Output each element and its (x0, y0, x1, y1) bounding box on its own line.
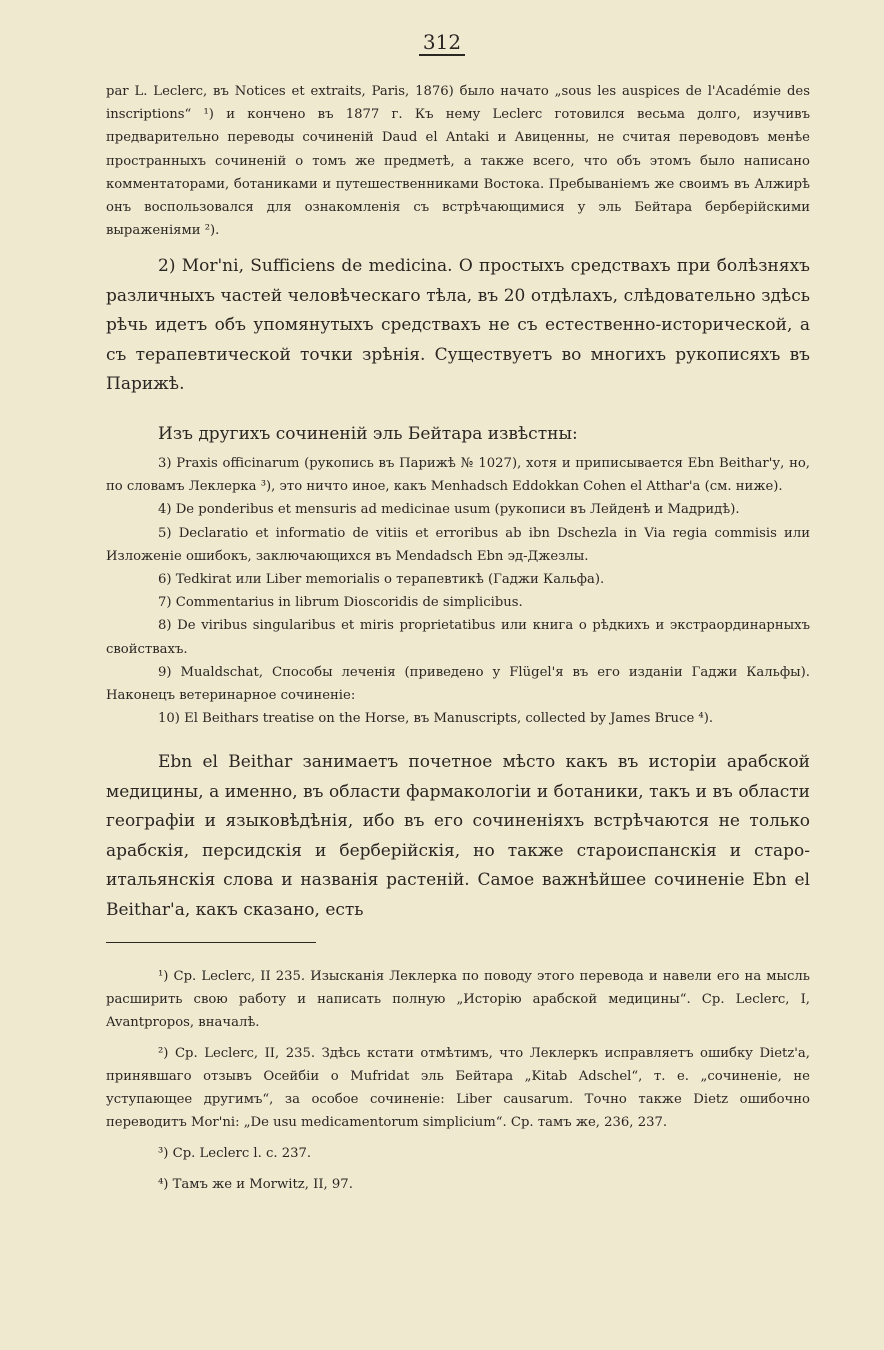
paragraph-text: Изъ другихъ сочиненій эль Бейтара извѣстны: (158, 424, 578, 444)
list-item: 7) Commentarius in librum Dioscoridis de simplicibus. (158, 595, 523, 611)
list-item: 9) Mualdschat, Способы леченія (приведено у Flügel'я въ его изданіи Гаджи Кальфы). Наконецъ ветеринарное сочиненіе: (106, 664, 810, 704)
list-item: 5) Declaratio et informatio de vitiis et erroribus ab ibn Dschezla in Via regia commisis или Изложеніе ошибокъ, заключающихся въ Mendadsch Ebn эд-Джезлы. (106, 525, 810, 564)
list-item: 6) Tedkirat или Liber memorialis о терапевтикѣ (Гаджи Кальфа). (158, 572, 605, 588)
paragraph-4 (106, 748, 810, 925)
list-item: 4) De ponderibus et mensuris ad medicinae usum (рукописи въ Лейденѣ и Мадридѣ). (158, 502, 740, 518)
footnote-separator (106, 942, 316, 943)
works-list (106, 452, 810, 730)
paragraph-text: par L. Leclerc, въ Notices et extraits, Paris, 1876) было начато „sous les auspices de l'Académie des inscriptions“ ¹) и кончено въ 1877 г. Къ нему Leclerc готовился весьма долго, изучивъ предварительно переводы сочиненій Daud el Antaki и Авиценны, не считая переводовъ менѣе пространныхъ сочиненій о томъ же предметѣ, а также всего, что объ этомъ было написано комментаторами, ботаниками и путешественниками Востока. Пребываніемъ же своимъ въ Алжирѣ онъ воспользовался для ознакомленія съ встрѣчающимися у эль Бейтара берберійскими выраженіями ²). (106, 84, 810, 239)
list-item: 8) De viribus singularibus et miris proprietatibus или книга о рѣдкихъ и экстраординарныхъ свойствахъ. (106, 618, 810, 657)
footnote: ¹) Ср. Leclerc, II 235. Изысканія Леклерка по поводу этого перевода и навели его на мысль расширить свою работу и написать полную „Исторію арабской медицины“. Ср. Leclerc, I, Avantpropos, вначалѣ. (106, 969, 810, 1030)
list-item: 3) Praxis officinarum (рукопись въ Парижѣ № 1027), хотя и приписывается Ebn Beithar'у, но, по словамъ Леклерка ³), это ничто иное, какъ Menhadsch Eddokkan Cohen el Atthar'а (см. ниже). (106, 456, 810, 495)
paragraph-text: 2) Mor'ni, Sufficiens de medicina. О простыхъ средствахъ при болѣзняхъ различныхъ частей человѣческаго тѣла, въ 20 отдѣлахъ, слѣдовательно здѣсь рѣчь идетъ объ упомянутыхъ средствахъ не съ естественно-исторической, а съ терапевтической точки зрѣнія. Существуетъ во многихъ рукописяхъ въ Парижѣ. (106, 256, 810, 394)
paragraph-3 (106, 420, 810, 450)
page-number: 312 (0, 30, 884, 54)
list-item: 10) El Beithars treatise on the Horse, въ Manuscripts, collected by James Bruce ⁴). (158, 711, 714, 727)
footnote: ³) Ср. Leclerc l. c. 237. (158, 1146, 312, 1161)
footnotes (106, 965, 810, 1204)
footnote: ²) Ср. Leclerc, II, 235. Здѣсь кстати отмѣтимъ, что Леклеркъ исправляетъ ошибку Dietz'а, принявшаго отзывъ Осейбіи о Mufridat эль Бейтара „Kitab Adschel“, т. е. „сочиненіе, не уступающее другимъ“, за особое сочиненіе: Liber causarum. Точно также Dietz ошибочно переводитъ Mor'ni: „De usu medicamentorum simplicium“. Ср. тамъ же, 236, 237. (106, 1046, 810, 1130)
paragraph-2 (106, 252, 810, 400)
paragraph-1 (106, 80, 810, 242)
paragraph-text: Ebn el Beithar занимаетъ почетное мѣсто какъ въ исторіи арабской медицины, а именно, въ области фармакологіи и ботаники, такъ и въ области географіи и языковѣдѣнія, ибо въ его сочиненіяхъ встрѣчаются не только арабскія, персидскія и берберійскія, но также староиспанскія и старо-итальянскія слова и названія растеній. Самое важнѣйшее сочиненіе Ebn el Beithar'а, какъ сказано, есть (106, 752, 810, 920)
footnote: ⁴) Тамъ же и Morwitz, II, 97. (158, 1177, 353, 1192)
